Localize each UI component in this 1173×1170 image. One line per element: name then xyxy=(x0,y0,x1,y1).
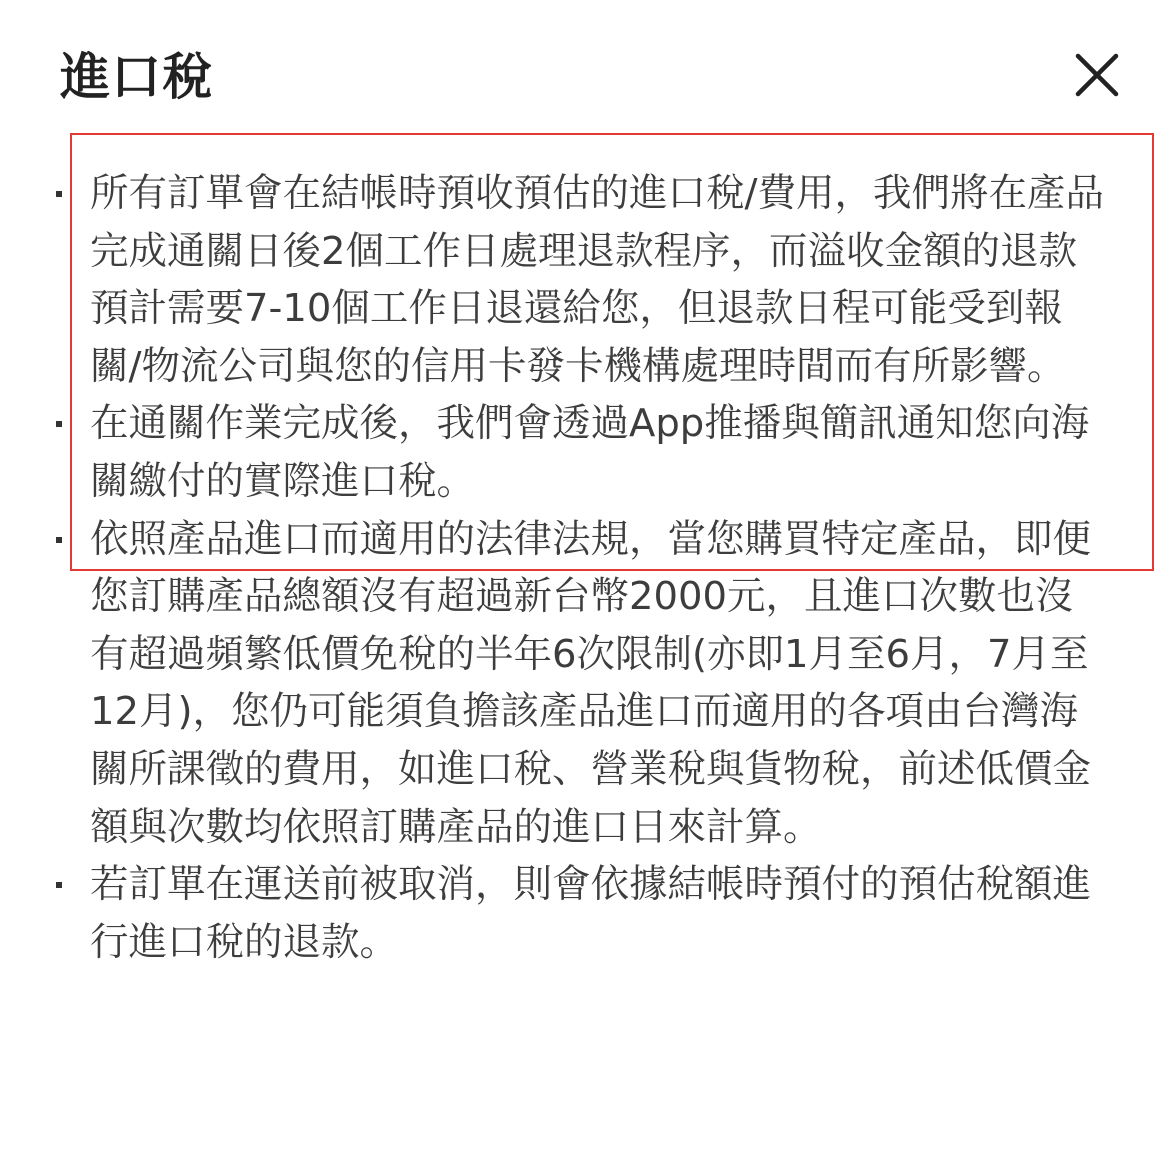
bullet-icon xyxy=(56,537,62,543)
list-item xyxy=(0,165,1110,395)
bullet-icon xyxy=(56,421,62,427)
tax-notes-list xyxy=(0,165,1173,971)
note-text: 若訂單在運送前被取消，則會依據結帳時預付的預估稅額進行進口稅的退款。 xyxy=(90,862,1092,965)
list-item xyxy=(0,856,1110,971)
note-text: 依照產品進口而適用的法律法規，當您購買特定產品，即便您訂購產品總額沒有超過新台幣2000元，且進口次數也沒有超過頻繁低價免稅的半年6次限制(亦即1月至6月，7月至12月)，您仍可能須負擔該產品進口而適用的各項由台灣海關所課徵的費用，如進口稅、營業稅與貨物稅，前述低價金額與次數均依照訂購產品的進口日來計算。 xyxy=(90,516,1092,850)
bullet-icon xyxy=(56,882,62,888)
list-item xyxy=(0,395,1110,510)
close-button[interactable] xyxy=(1066,46,1126,106)
note-text: 所有訂單會在結帳時預收預估的進口稅/費用，我們將在產品完成通關日後2個工作日處理退款程序，而溢收金額的退款預計需要7-10個工作日退還給您，但退款日程可能受到報關/物流公司與您的信用卡發卡機構處理時間而有所影響。 xyxy=(90,171,1104,389)
dialog-title: 進口稅 xyxy=(60,48,213,106)
note-text: 在通關作業完成後，我們會透過App推播與簡訊通知您向海關繳付的實際進口稅。 xyxy=(90,401,1090,504)
list-item xyxy=(0,511,1110,857)
bullet-icon xyxy=(56,191,62,197)
close-icon xyxy=(1066,46,1126,106)
